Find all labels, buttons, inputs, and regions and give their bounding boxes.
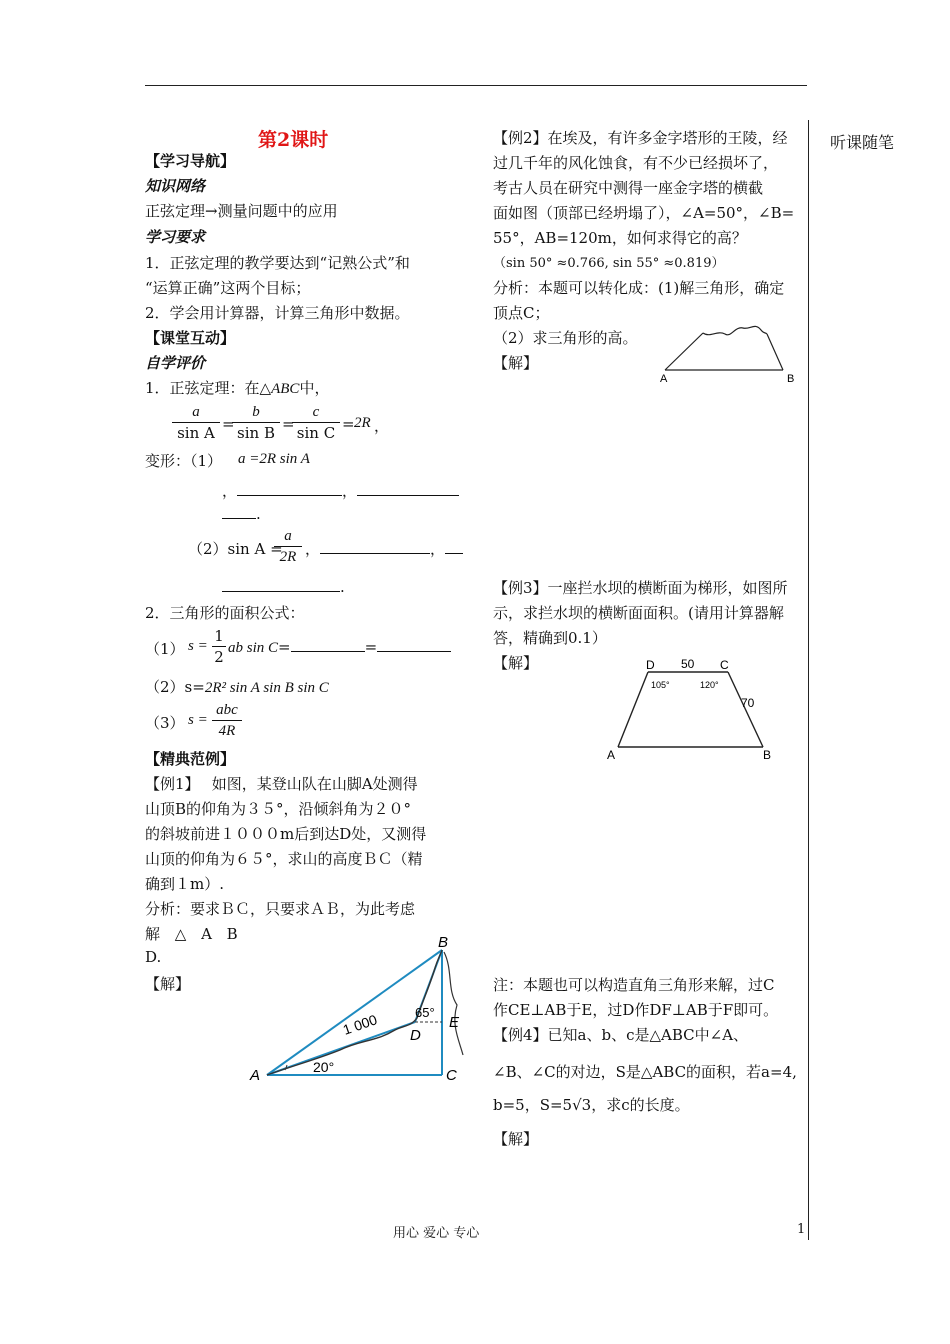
self-eval-heading: 自学评价 [145, 354, 206, 372]
variant2-den: 2R [279, 549, 297, 565]
period-a: . [256, 505, 261, 523]
area3-num: abc [212, 700, 242, 721]
law-den-b: sin B [237, 424, 275, 442]
req1-line1: 1．正弦定理的教学要达到“记熟公式”和 [145, 254, 410, 272]
variant1-blank-cont [222, 505, 261, 523]
label-b: B [787, 373, 795, 385]
law-intro [145, 377, 329, 398]
answer-blank[interactable] [377, 639, 451, 652]
law-num-b: b [232, 402, 280, 423]
area1-num: 1 [212, 626, 226, 647]
ex2-line6: （sin 50° ≈0.766, sin 55° ≈0.819） [493, 256, 725, 271]
area1-frac [212, 626, 226, 667]
ex1-line3: 的斜坡前进１０００m后到达D处，又测得 [145, 825, 427, 843]
req1-line2: “运算正确”这两个目标； [145, 279, 311, 297]
requirements-heading: 学习要求 [145, 228, 206, 246]
comma-a: ， [222, 482, 238, 500]
lesson-title: 第2课时 [258, 129, 329, 151]
ex2-line1: 【例2】在埃及，有许多金字塔形的王陵，经 [493, 129, 788, 147]
area-heading: 2．三角形的面积公式： [145, 604, 305, 622]
area3-den: 4R [218, 723, 236, 739]
page-number: 1 [797, 1222, 806, 1237]
ex1-line4: 山顶的仰角为６５°，求山的高度ＢＣ（精 [145, 850, 423, 868]
ex3-line3: 答，精确到0.1） [493, 629, 607, 647]
knowledge-text: 正弦定理→测量问题中的应用 [145, 202, 338, 220]
variant2-blanks [305, 538, 463, 559]
answer-blank[interactable] [222, 506, 256, 519]
label-a: A [660, 373, 668, 385]
ex1-line2: 山顶B的仰角为３５°，沿倾斜角为２０° [145, 800, 412, 818]
law-num-c: c [292, 402, 340, 423]
ex1-line1: 【例1】 如图，某登山队在山脚A处测得 [145, 775, 418, 793]
law-num-a: a [172, 402, 220, 423]
ex2-line3: 考古人员在研究中测得一座金字塔的横截 [493, 179, 764, 197]
ex1-analysis1: 分析：要求ＢＣ，只要求ＡＢ，为此考虑 [145, 900, 416, 918]
area3-s: s = [188, 712, 208, 728]
answer-blank[interactable] [237, 483, 342, 496]
area1-rest [228, 638, 451, 657]
ex3-line2: 示，求拦水坝的横断面面积。(请用计算器解 [493, 604, 784, 622]
law-triangle: ABC [271, 381, 300, 397]
collapsed-top [703, 326, 767, 334]
label-e: E [449, 1014, 460, 1031]
ex2-analysis3: （2）求三角形的高。 [493, 329, 638, 347]
req2: 2．学会用计算器，计算三角形中数据。 [145, 304, 410, 322]
note-line2: 作CE⊥AB于E，过D作DF⊥AB于F即可。 [493, 1001, 779, 1019]
comma-d: ， [430, 540, 446, 558]
examples-heading: 【精典范例】 [145, 750, 236, 768]
label-side: 70 [741, 696, 755, 710]
pyramid-figure [655, 318, 805, 390]
eq-a: = [278, 638, 291, 656]
label-b: B [438, 934, 449, 951]
variant2-num: a [274, 526, 302, 547]
ex2-analysis2: 顶点C； [493, 304, 550, 322]
law-frac-c [292, 402, 340, 443]
variant2-blank-cont [222, 578, 345, 596]
side-ad [618, 672, 648, 747]
variant1-blanks [222, 480, 459, 501]
law-frac-b [232, 402, 280, 443]
ex4-solve: 【解】 [493, 1130, 539, 1148]
label-angle-d: 105° [651, 680, 670, 690]
margin-rule [808, 120, 809, 1240]
mountain-figure [245, 930, 475, 1090]
cliff-outline [444, 952, 463, 1055]
law-den-a: sin A [177, 424, 215, 442]
ex2-solve: 【解】 [493, 354, 539, 372]
area3-frac [212, 700, 242, 741]
area1-s: s = [188, 638, 208, 654]
label-d: D [410, 1027, 421, 1044]
ex1-analysis2: 解 △ A B [145, 925, 238, 943]
ex3-solve: 【解】 [493, 654, 539, 672]
law-den-c: sin C [296, 424, 336, 442]
dam-figure [603, 655, 783, 765]
eq-b: = [364, 638, 378, 656]
area3-label: （3） [145, 714, 185, 732]
ex1-line5: 确到１m）. [145, 875, 224, 893]
label-a: A [250, 1067, 261, 1084]
ex1-solve: 【解】 [145, 975, 191, 993]
ex2-line2: 过几千年的风化蚀食，有不少已经损坏了， [493, 154, 779, 172]
law-in: 中， [299, 379, 330, 397]
ex2-analysis1: 分析：本题可以转化成：(1)解三角形，确定 [493, 279, 785, 297]
law-frac-a [172, 402, 220, 443]
interaction-heading: 【课堂互动】 [145, 329, 236, 347]
label-c: C [720, 658, 729, 672]
label-b: B [763, 748, 772, 762]
answer-blank[interactable] [445, 541, 463, 554]
variant2-label: （2）sin A = [188, 540, 283, 558]
area2-formula: 2R² sin A sin B sin C [204, 680, 329, 696]
footer-slogan: 用心 爱心 专心 [393, 1226, 480, 1241]
comma-c: ， [305, 540, 321, 558]
variant1: a =2R sin A [238, 451, 310, 467]
label-length: 1 000 [340, 1011, 380, 1038]
law-eq-3: = [342, 415, 355, 433]
label-angle-c: 120° [700, 680, 719, 690]
variant-label: 变形：（1） [145, 452, 223, 470]
area1-expr: ab sin C [228, 640, 279, 656]
nav-heading: 【学习导航】 [145, 152, 236, 170]
answer-blank[interactable] [291, 639, 365, 652]
label-c: C [446, 1067, 457, 1084]
answer-blank[interactable] [357, 483, 459, 496]
law-comma: ， [374, 417, 390, 435]
ex2-line4: 面如图（顶部已经坍塌了），∠A=50°，∠B= [493, 204, 795, 222]
side-note: 听课随笔 [830, 133, 895, 152]
ex3-line1: 【例3】一座拦水坝的横断面为梯形，如图所 [493, 579, 788, 597]
top-rule [145, 85, 807, 86]
ex2-line5: 55°，AB=120m，如何求得它的高？ [493, 229, 747, 247]
ex4-line3: b=5，S=5√3，求c的长度。 [493, 1096, 690, 1114]
ex4-line2: ∠B、∠C的对边，S是△ABC的面积，若a=4, [493, 1063, 797, 1081]
label-a: A [607, 748, 616, 762]
law-eq-2: = [282, 415, 295, 433]
area1-den: 2 [214, 648, 224, 666]
law-rhs: 2R [354, 415, 371, 431]
label-angle-a: 20° [313, 1059, 335, 1075]
ex1-analysis3: D. [145, 948, 162, 966]
law-intro-text: 1．正弦定理：在△ [145, 379, 272, 397]
area2 [145, 676, 329, 697]
area2-label: （2）s= [145, 678, 205, 696]
note-line1: 注：本题也可以构造直角三角形来解，过C [493, 976, 775, 994]
label-d: D [646, 658, 655, 672]
law-eq-1: = [222, 415, 235, 433]
knowledge-heading: 知识网络 [145, 177, 206, 195]
side-a [665, 333, 703, 370]
answer-blank[interactable] [222, 579, 340, 592]
label-top: 50 [681, 657, 695, 671]
comma-b: ， [342, 482, 358, 500]
answer-blank[interactable] [320, 541, 430, 554]
variant2-frac [274, 526, 302, 567]
ex4-line1: 【例4】已知a、b、c是△ABC中∠A、 [493, 1026, 749, 1044]
side-b [767, 334, 783, 370]
label-angle-d: 65° [415, 1005, 435, 1020]
area1-label: （1） [145, 640, 185, 658]
period-b: . [340, 578, 345, 596]
